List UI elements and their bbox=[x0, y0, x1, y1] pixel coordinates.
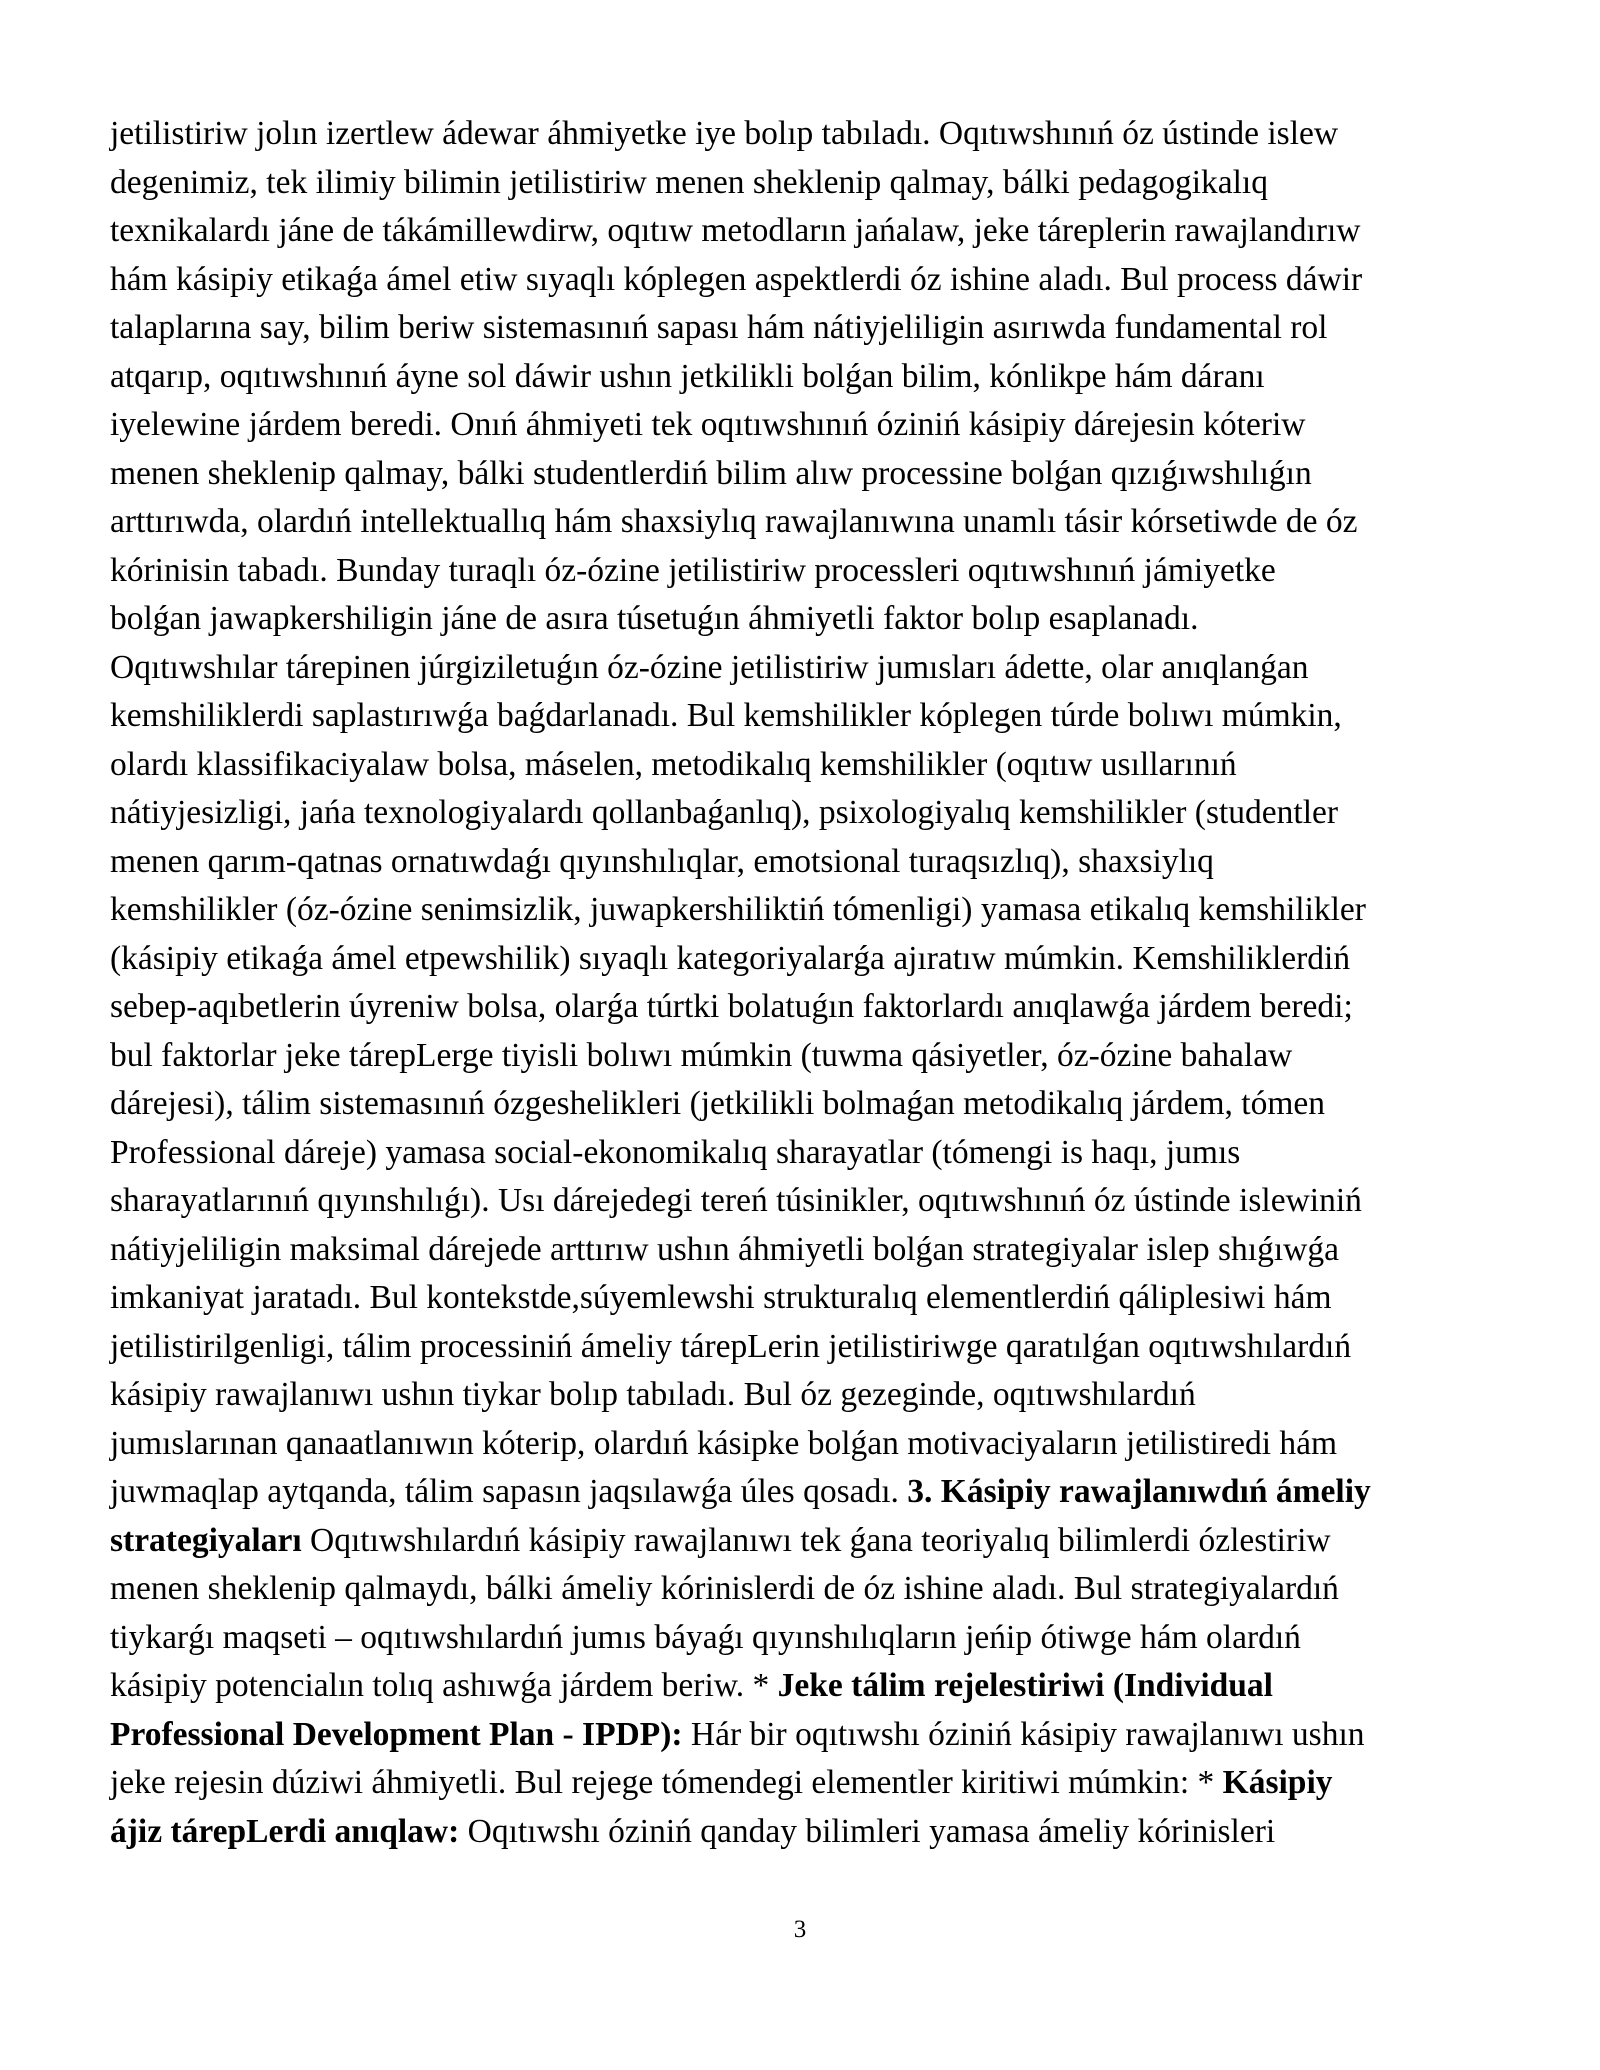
text-line: atqarıp, oqıtıwshınıń áyne sol dáwir ushın jetkilikli bolǵan bilim, kónlikpe hám dáranı bbox=[110, 357, 1265, 395]
text-line: imkaniyat jaratadı. Bul kontekstde,súyemlewshi strukturalıq elementlerdiń qáliplesiwi hám bbox=[110, 1279, 1332, 1316]
weak-sides-heading-continued: ájiz tárepLerdi anıqlaw: bbox=[110, 1812, 460, 1850]
text-line: tiykarǵı maqseti – oqıtıwshılardıń jumıs báyaǵı qıyınshılıqların jeńip ótiwge hám olardıń bbox=[110, 1618, 1301, 1656]
text-line: kemshiliklerdi saplastırıwǵa baǵdarlanadı. Bul kemshilikler kóplegen túrde bolıwı múmkin, bbox=[110, 697, 1342, 734]
weak-sides-heading: Kásipiy bbox=[1222, 1764, 1333, 1801]
body-text bbox=[110, 110, 1500, 1856]
text-line: kórinisin tabadı. Bunday turaqlı óz-ózine jetilistiriw processleri oqıtıwshınıń jámiyetke bbox=[110, 551, 1276, 589]
text-line bbox=[110, 1808, 1500, 1857]
text-line: hám kásipiy etikaǵa ámel etiw sıyaqlı kóplegen aspektlerdi óz ishine aladı. Bul process dáwir bbox=[110, 260, 1363, 298]
ipdp-heading-continued: Professional Development Plan - IPDP): bbox=[110, 1715, 683, 1753]
text-line: kásipiy rawajlanıwı ushın tiykar bolıp tabıladı. Bul óz gezeginde, oqıtıwshılardıń bbox=[110, 1376, 1196, 1413]
text-line: iyelewine járdem beredi. Onıń áhmiyeti tek oqıtıwshınıń óziniń kásipiy dárejesin kóteriw bbox=[110, 406, 1306, 443]
text-line: nátiyjesizligi, jańa texnologiyalardı qollanbaǵanlıq), psixologiyalıq kemshilikler (studentler bbox=[110, 794, 1339, 831]
text-line: arttırıwda, olardıń intellektuallıq hám shaxsiylıq rawajlanıwına unamlı tásir kórsetiwde de óz bbox=[110, 503, 1358, 540]
text-line: menen qarım-qatnas ornatıwdaǵı qıyınshılıqlar, emotsional turaqsızlıq), shaxsiylıq bbox=[110, 842, 1214, 880]
text-run: jeke rejesin dúziwi áhmiyetli. Bul rejege tómendegi elementler kiritiwi múmkin: * bbox=[110, 1764, 1223, 1801]
text-line: bolǵan jawapkershiligin jáne de asıra túsetuǵın áhmiyetli faktor bolıp esaplanadı. bbox=[110, 600, 1199, 637]
text-line: menen sheklenip qalmay, bálki studentlerdiń bilim alıw processine bolǵan qızıǵıwshılıǵın bbox=[110, 454, 1312, 492]
ipdp-heading: Jeke tálim rejelestiriwi (Individual bbox=[777, 1667, 1273, 1704]
text-line bbox=[110, 1759, 1500, 1808]
text-line: olardı klassifikaciyalaw bolsa, máselen, metodikalıq kemshilikler (oqıtıw usıllarınıń bbox=[110, 745, 1237, 783]
text-run: Oqıtıwshılardıń kásipiy rawajlanıwı tek ǵana teoriyalıq bilimlerdi ózlestiriw bbox=[301, 1521, 1331, 1559]
text-line bbox=[110, 1468, 1500, 1517]
section-heading-3: 3. Kásipiy rawajlanıwdıń ámeliy bbox=[907, 1473, 1371, 1510]
text-line: menen sheklenip qalmaydı, bálki ámeliy kórinislerdi de óz ishine aladı. Bul strategiyalardıń bbox=[110, 1570, 1339, 1607]
text-line: jetilistirilgenligi, tálim processiniń ámeliy tárepLerin jetilistiriwge qaratılǵan oqıtıwshılardıń bbox=[110, 1327, 1352, 1365]
text-line: (kásipiy etikaǵa ámel etpewshilik) sıyaqlı kategoriyalarǵa ajıratıw múmkin. Kemshiliklerdiń bbox=[110, 939, 1351, 977]
text-line: Oqıtıwshılar tárepinen júrgiziletuǵın óz-ózine jetilistiriw jumısları ádette, olar anıqlanǵan bbox=[110, 648, 1309, 686]
text-run: kásipiy potencialın tolıq ashıwǵa járdem beriw. * bbox=[110, 1667, 778, 1704]
text-line: kemshilikler (óz-ózine senimsizlik, juwapkershiliktiń tómenligi) yamasa etikalıq kemshilikler bbox=[110, 891, 1366, 928]
text-line: degenimiz, tek ilimiy bilimin jetilistiriw menen sheklenip qalmay, bálki pedagogikalıq bbox=[110, 163, 1268, 201]
text-line bbox=[110, 1517, 1500, 1566]
text-line: sebep-aqıbetlerin úyreniw bolsa, olarǵa túrtki bolatuǵın faktorlardı anıqlawǵa járdem beredi; bbox=[110, 988, 1353, 1025]
text-run: Hár bir oqıtıwshı óziniń kásipiy rawajlanıwı ushın bbox=[682, 1715, 1365, 1753]
text-line: sharayatlarınıń qıyınshılıǵı). Usı dárejedegi tereń túsinikler, oqıtıwshınıń óz ústinde islewiniń bbox=[110, 1182, 1362, 1219]
text-line: bul faktorlar jeke tárepLerge tiyisli bolıwı múmkin (tuwma qásiyetler, óz-ózine bahalaw bbox=[110, 1036, 1293, 1074]
text-run: juwmaqlap aytqanda, tálim sapasın jaqsılawǵa úles qosadı. bbox=[110, 1473, 908, 1510]
text-line: jumıslarınan qanaatlanıwın kóterip, olardıń kásipke bolǵan motivaciyaların jetilistiredi hám bbox=[110, 1424, 1338, 1462]
page-number: 3 bbox=[793, 1916, 807, 1943]
text-run: Oqıtıwshı óziniń qanday bilimleri yamasa ámeliy kórinisleri bbox=[459, 1812, 1276, 1850]
text-line: jetilistiriw jolın izertlew ádewar áhmiyetke iye bolıp tabıladı. Oqıtıwshınıń óz ústinde islew bbox=[110, 115, 1339, 152]
section-heading-3-continued: strategiyaları bbox=[110, 1521, 302, 1559]
text-line bbox=[110, 1662, 1500, 1711]
text-line bbox=[110, 1711, 1500, 1760]
text-line: nátiyjeliligin maksimal dárejede arttırıw ushın áhmiyetli bolǵan strategiyalar islep shıǵıwǵa bbox=[110, 1230, 1339, 1268]
text-line: texnikalardı jáne de tákámillewdirw, oqıtıw metodların jańalaw, jeke táreplerin rawajlandırıw bbox=[110, 212, 1361, 249]
text-line: talaplarına say, bilim beriw sistemasınıń sapası hám nátiyjeliligin asırıwda fundamental rol bbox=[110, 309, 1328, 346]
text-line: Professional dáreje) yamasa social-ekonomikalıq sharayatlar (tómengi is haqı, jumıs bbox=[110, 1133, 1241, 1171]
text-line: dárejesi), tálim sistemasınıń ózgeshelikleri (jetkilikli bolmaǵan metodikalıq járdem, tómen bbox=[110, 1085, 1325, 1122]
